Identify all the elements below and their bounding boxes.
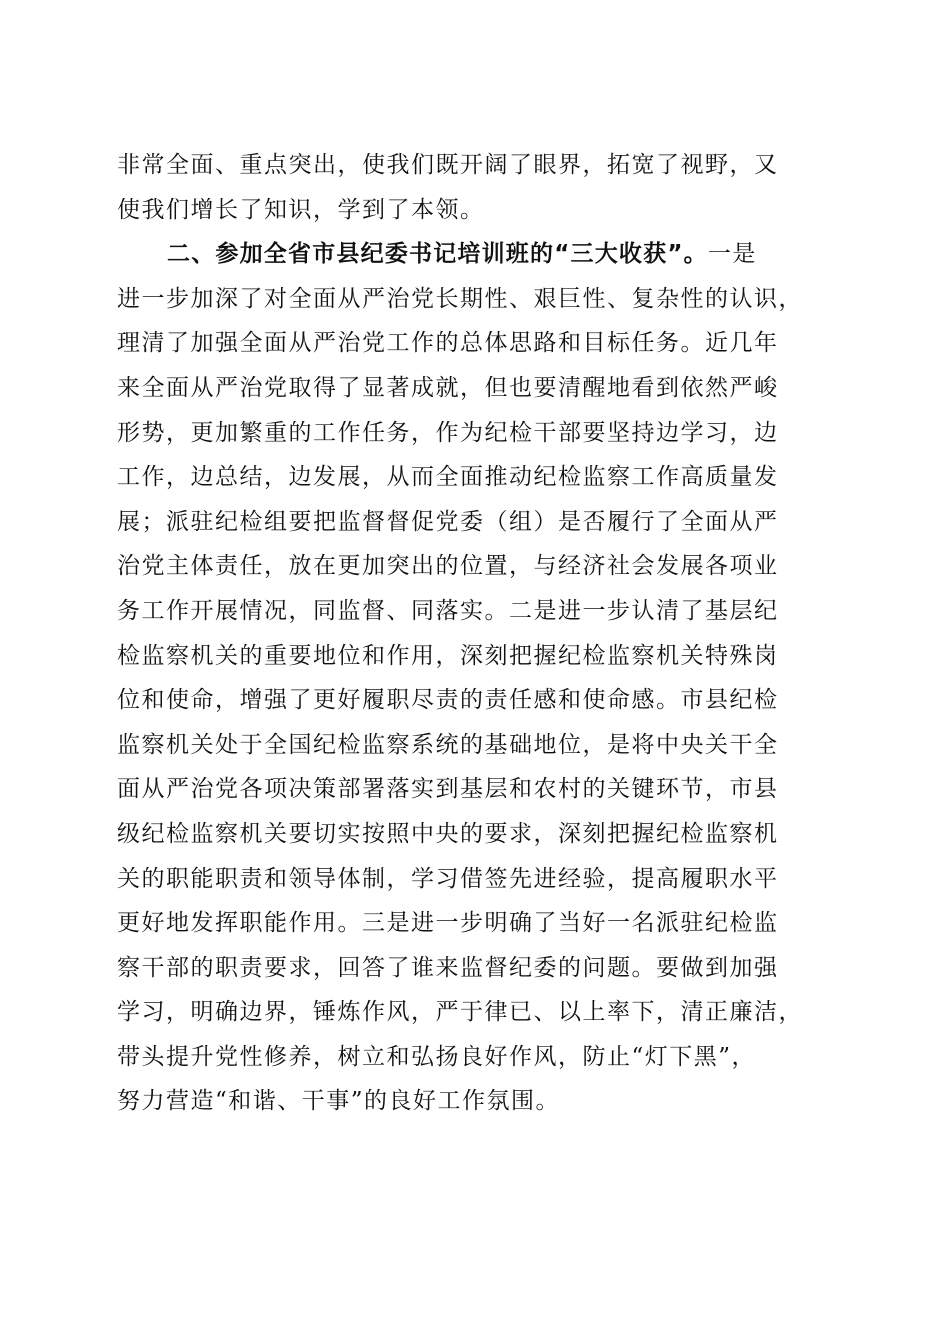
- paragraph-line: 努力营造“和谐、干事”的良好工作氛围。: [117, 1088, 561, 1115]
- paragraph-line: 察干部的职责要求，回答了谁来监督纪委的问题。要做到加强: [117, 954, 779, 981]
- paragraph-line: 学习，明确边界，锤炼作风，严于律已、以上率下，清正廉洁，: [117, 999, 803, 1026]
- paragraph-line: 带头提升党性修养，树立和弘扬良好作风，防止“灯下黑”，: [117, 1043, 757, 1070]
- section-heading: 二、参加全省市县纪委书记培训班的“三大收获”。: [167, 241, 708, 268]
- paragraph-line: 监察机关处于全国纪检监察系统的基础地位，是将中央关干全: [117, 731, 779, 758]
- paragraph-line: 理清了加强全面从严治党工作的总体思路和目标任务。近几年: [117, 330, 779, 357]
- paragraph-line: 工作，边总结，边发展，从而全面推动纪检监察工作高质量发: [117, 464, 779, 491]
- paragraph-line: 形势，更加繁重的工作任务，作为纪检干部要坚持边学习，边: [117, 419, 779, 446]
- paragraph-line: 检监察机关的重要地位和作用，深刻把握纪检监察机关特殊岗: [117, 642, 779, 669]
- paragraph-line: 更好地发挥职能作用。三是进一步明确了当好一名派驻纪检监: [117, 910, 779, 937]
- heading-continuation: 一是: [707, 241, 757, 268]
- section-heading-line: [117, 232, 833, 277]
- paragraph-line: 非常全面、重点突出，使我们既开阔了眼界，拓宽了视野，又: [117, 152, 779, 178]
- paragraph-line: 面从严治党各项决策部署落实到基层和农村的关键环节，市县: [117, 776, 779, 803]
- paragraph-line: 展；派驻纪检组要把监督督促党委（组）是否履行了全面从严: [117, 508, 779, 535]
- paragraph-line: 来全面从严治党取得了显著成就，但也要清醒地看到依然严峻: [117, 374, 779, 401]
- paragraph-line: 关的职能职责和领导体制，学习借签先进经验，提高履职水平: [117, 865, 779, 892]
- document-body: [117, 143, 833, 1124]
- paragraph-line: 级纪检监察机关要切实按照中央的要求，深刻把握纪检监察机: [117, 820, 779, 847]
- paragraph-line: 位和使命，增强了更好履职尽责的责任感和使命感。市县纪检: [117, 687, 779, 714]
- paragraph-line: 务工作开展情况，同监督、同落实。二是进一步认清了基层纪: [117, 597, 779, 624]
- paragraph-line: 使我们增长了知识，学到了本领。: [117, 196, 485, 223]
- paragraph-line: 治党主体责任，放在更加突出的位置，与经济社会发展各项业: [117, 553, 779, 580]
- paragraph-line: 进一步加深了对全面从严治党长期性、艰巨性、复杂性的认识，: [117, 285, 803, 312]
